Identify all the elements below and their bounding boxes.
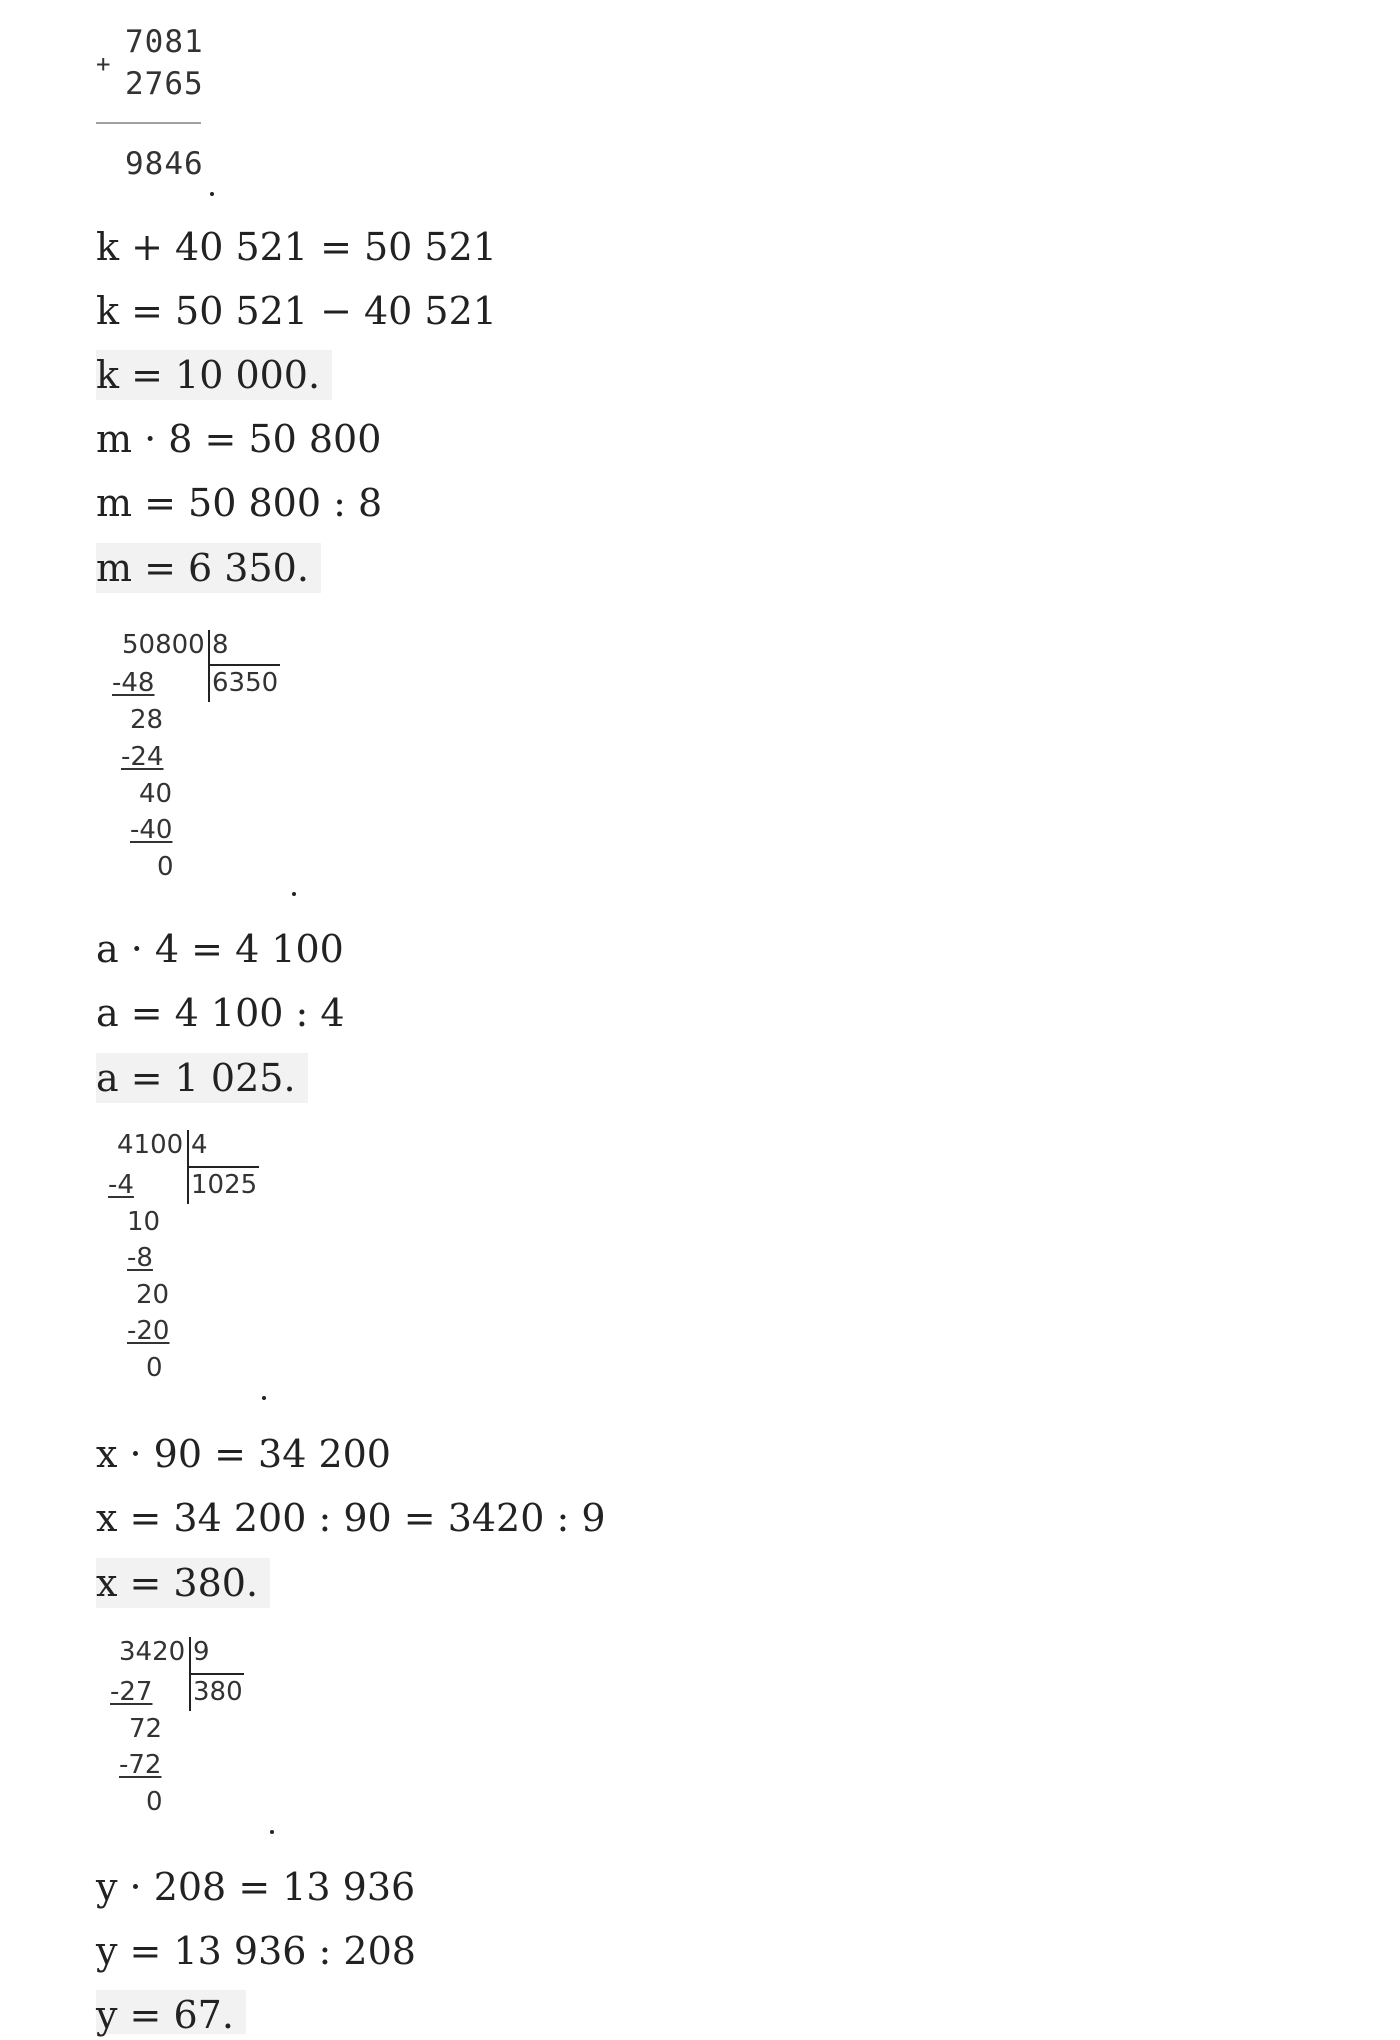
equation-m-2: m = 50 800 : 8 (96, 481, 383, 525)
quotient: 6350 (212, 668, 279, 698)
equation-k-answer: k = 10 000. (96, 350, 332, 400)
equation-y-1: y · 208 = 13 936 (96, 1865, 416, 1909)
equation-a-answer: a = 1 025. (96, 1053, 308, 1103)
equation-x-2: x = 34 200 : 90 = 3420 : 9 (96, 1496, 606, 1540)
division-bar-horizontal (187, 1166, 259, 1168)
step-final-remainder: 0 (146, 1353, 163, 1383)
plus-sign: + (96, 50, 111, 78)
period-mark (270, 1830, 274, 1834)
column-addition (0, 0, 300, 200)
equation-m-1: m · 8 = 50 800 (96, 417, 382, 461)
step-remainder: 10 (127, 1207, 161, 1237)
dividend: 3420 (119, 1637, 186, 1667)
equation-k-2: k = 50 521 − 40 521 (96, 289, 497, 333)
equation-x-answer: x = 380. (96, 1558, 270, 1608)
step-remainder: 72 (129, 1714, 163, 1744)
step-subtract: -20 (127, 1316, 170, 1346)
addend-2: 2765 (125, 66, 204, 102)
addend-1: 7081 (125, 24, 204, 60)
division-bar-vertical (208, 630, 210, 702)
step-subtract: -48 (112, 668, 155, 698)
division-bar-horizontal (189, 1673, 244, 1675)
sum-value: 9846 (125, 146, 204, 182)
period-mark (262, 1396, 266, 1400)
sum-rule (96, 122, 201, 124)
long-division-a (0, 1130, 300, 1400)
equation-y-answer: y = 67. (96, 1990, 246, 2034)
step-remainder: 28 (130, 705, 164, 735)
step-subtract: -24 (121, 742, 164, 772)
divisor: 8 (212, 630, 229, 660)
step-final-remainder: 0 (146, 1787, 163, 1817)
long-division-x (0, 1637, 300, 1837)
divisor: 9 (193, 1637, 210, 1667)
period-mark (210, 192, 214, 196)
step-subtract: -8 (127, 1243, 153, 1273)
equation-k-1: k + 40 521 = 50 521 (96, 225, 497, 269)
division-bar-horizontal (208, 664, 280, 666)
quotient: 380 (193, 1677, 243, 1707)
long-division-m (0, 630, 320, 890)
equation-x-1: x · 90 = 34 200 (96, 1432, 391, 1476)
step-subtract: -4 (108, 1170, 134, 1200)
dividend: 4100 (117, 1130, 184, 1160)
step-remainder: 40 (139, 779, 173, 809)
step-remainder: 20 (136, 1280, 170, 1310)
equation-a-2: a = 4 100 : 4 (96, 991, 345, 1035)
step-subtract: -72 (119, 1750, 162, 1780)
period-mark (292, 892, 296, 896)
equation-m-answer: m = 6 350. (96, 543, 321, 593)
equation-y-2: y = 13 936 : 208 (96, 1929, 416, 1973)
quotient: 1025 (191, 1170, 258, 1200)
dividend: 50800 (122, 630, 205, 660)
equation-a-1: a · 4 = 4 100 (96, 927, 344, 971)
step-subtract: -40 (130, 815, 173, 845)
step-subtract: -27 (110, 1677, 153, 1707)
step-final-remainder: 0 (157, 852, 174, 882)
divisor: 4 (191, 1130, 208, 1160)
